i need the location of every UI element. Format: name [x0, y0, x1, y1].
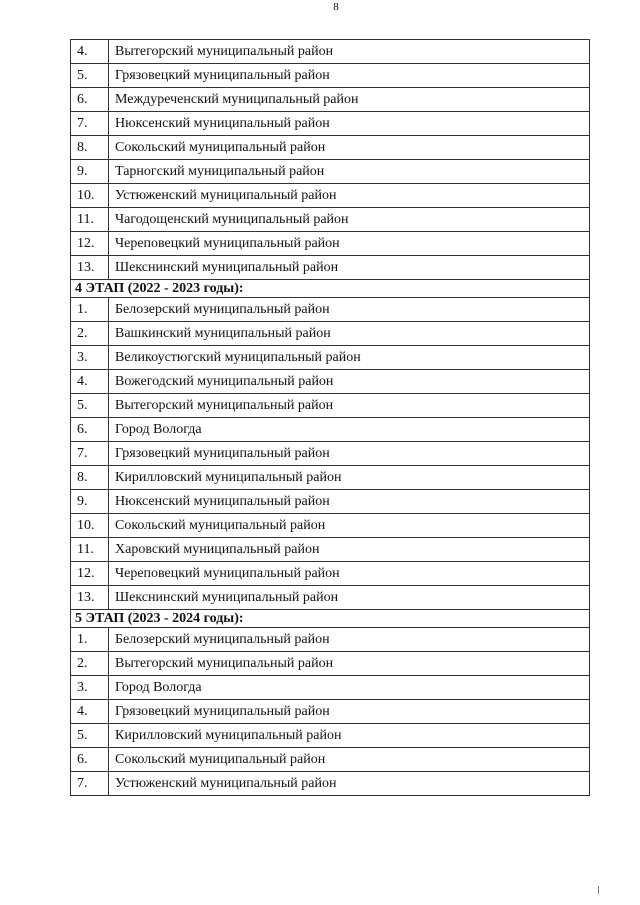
stage-heading-row: [71, 280, 590, 298]
row-number: 10.: [71, 184, 109, 208]
table-row: [71, 160, 590, 184]
table-row: [71, 298, 590, 322]
district-name: Тарногский муниципальный район: [109, 160, 590, 184]
table-row: [71, 64, 590, 88]
row-number: 3.: [71, 676, 109, 700]
row-number: 8.: [71, 466, 109, 490]
table-row: [71, 40, 590, 64]
table-row: [71, 346, 590, 370]
district-name: Вашкинский муниципальный район: [109, 322, 590, 346]
row-number: 9.: [71, 490, 109, 514]
table-row: [71, 184, 590, 208]
district-name: Череповецкий муниципальный район: [109, 232, 590, 256]
districts-table-body: [71, 40, 590, 796]
row-number: 4.: [71, 40, 109, 64]
table-row: [71, 562, 590, 586]
table-row: [71, 442, 590, 466]
district-name: Белозерский муниципальный район: [109, 298, 590, 322]
page-number: 8: [333, 1, 339, 13]
row-number: 5.: [71, 724, 109, 748]
row-number: 11.: [71, 208, 109, 232]
table-row: [71, 466, 590, 490]
district-name: Вытегорский муниципальный район: [109, 394, 590, 418]
table-row: [71, 88, 590, 112]
row-number: 7.: [71, 442, 109, 466]
row-number: 12.: [71, 562, 109, 586]
stage-heading: 4 ЭТАП (2022 - 2023 годы):: [71, 280, 590, 298]
district-name: Шекснинский муниципальный район: [109, 586, 590, 610]
table-row: [71, 394, 590, 418]
district-name: Грязовецкий муниципальный район: [109, 700, 590, 724]
districts-table: [70, 39, 590, 796]
row-number: 8.: [71, 136, 109, 160]
district-name: Устюженский муниципальный район: [109, 772, 590, 796]
table-row: [71, 418, 590, 442]
row-number: 11.: [71, 538, 109, 562]
district-name: Вытегорский муниципальный район: [109, 40, 590, 64]
district-name: Кирилловский муниципальный район: [109, 466, 590, 490]
row-number: 10.: [71, 514, 109, 538]
district-name: Харовский муниципальный район: [109, 538, 590, 562]
district-name: Грязовецкий муниципальный район: [109, 64, 590, 88]
scan-mark: [598, 886, 599, 894]
district-name: Чагодощенский муниципальный район: [109, 208, 590, 232]
table-row: [71, 652, 590, 676]
row-number: 5.: [71, 394, 109, 418]
district-name: Грязовецкий муниципальный район: [109, 442, 590, 466]
table-row: [71, 514, 590, 538]
district-name: Сокольский муниципальный район: [109, 136, 590, 160]
district-name: Великоустюгский муниципальный район: [109, 346, 590, 370]
table-row: [71, 700, 590, 724]
row-number: 7.: [71, 112, 109, 136]
row-number: 1.: [71, 628, 109, 652]
table-row: [71, 724, 590, 748]
row-number: 6.: [71, 748, 109, 772]
district-name: Белозерский муниципальный район: [109, 628, 590, 652]
district-name: Череповецкий муниципальный район: [109, 562, 590, 586]
table-row: [71, 136, 590, 160]
table-row: [71, 628, 590, 652]
row-number: 1.: [71, 298, 109, 322]
district-name: Устюженский муниципальный район: [109, 184, 590, 208]
table-row: [71, 676, 590, 700]
district-name: Вожегодский муниципальный район: [109, 370, 590, 394]
table-row: [71, 538, 590, 562]
table-row: [71, 490, 590, 514]
row-number: 2.: [71, 652, 109, 676]
row-number: 13.: [71, 586, 109, 610]
table-row: [71, 772, 590, 796]
row-number: 5.: [71, 64, 109, 88]
table-row: [71, 370, 590, 394]
district-name: Город Вологда: [109, 418, 590, 442]
row-number: 4.: [71, 700, 109, 724]
row-number: 7.: [71, 772, 109, 796]
row-number: 12.: [71, 232, 109, 256]
table-row: [71, 256, 590, 280]
table-row: [71, 586, 590, 610]
row-number: 2.: [71, 322, 109, 346]
district-name: Нюксенский муниципальный район: [109, 490, 590, 514]
row-number: 13.: [71, 256, 109, 280]
stage-heading-row: [71, 610, 590, 628]
district-name: Вытегорский муниципальный район: [109, 652, 590, 676]
district-name: Междуреченский муниципальный район: [109, 88, 590, 112]
table-row: [71, 232, 590, 256]
stage-heading: 5 ЭТАП (2023 - 2024 годы):: [71, 610, 590, 628]
row-number: 6.: [71, 418, 109, 442]
district-name: Город Вологда: [109, 676, 590, 700]
district-name: Сокольский муниципальный район: [109, 748, 590, 772]
district-name: Шекснинский муниципальный район: [109, 256, 590, 280]
table-row: [71, 748, 590, 772]
table-row: [71, 112, 590, 136]
district-name: Кирилловский муниципальный район: [109, 724, 590, 748]
table-row: [71, 208, 590, 232]
row-number: 3.: [71, 346, 109, 370]
table-row: [71, 322, 590, 346]
district-name: Сокольский муниципальный район: [109, 514, 590, 538]
district-name: Нюксенский муниципальный район: [109, 112, 590, 136]
row-number: 4.: [71, 370, 109, 394]
row-number: 9.: [71, 160, 109, 184]
row-number: 6.: [71, 88, 109, 112]
